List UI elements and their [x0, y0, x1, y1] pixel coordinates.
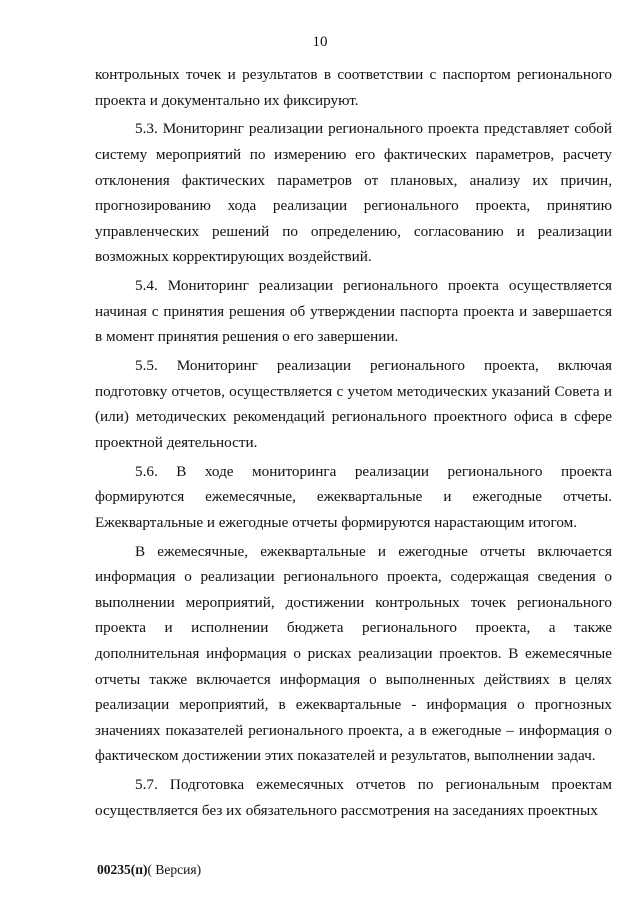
paragraph-reports: В ежемесячные, ежеквартальные и ежегодные отчеты включается информация о реализации регионального проекта, содержащая сведения о выполнении мероприятий, достижении контрольных точек регионального проекта и исполнении бюджета регионального проекта, а также дополнительная информация о рисках реализации проектов. В ежемесячные отчеты также включается информация о выполненных действиях в целях реализации мероприятий, в ежеквартальные - информация о прогнозных значениях показателей регионального проекта, а в ежегодные – информация о фактическом достижении этих показателей и результатов, выполнении задач. [95, 542, 612, 765]
paragraph-5-4: 5.4. Мониторинг реализации регионального проекта осуществляется начиная с принятия решения об утверждении паспорта проекта и завершается в момент принятия решения о его завершении. [95, 277, 612, 346]
document-code: 00235(п) [97, 862, 148, 877]
document-footer [97, 862, 201, 878]
paragraph-5-5: 5.5. Мониторинг реализации регионального проекта, включая подготовку отчетов, осуществляется с учетом методических указаний Совета и (или) методических рекомендаций регионального проектного офиса в сфере проектной деятельности. [95, 357, 612, 451]
document-body [95, 62, 612, 827]
paragraph-5-7: 5.7. Подготовка ежемесячных отчетов по региональным проектам осуществляется без их обязательного рассмотрения на заседаниях проектных [95, 776, 612, 819]
document-version: ( Версия) [147, 862, 202, 877]
page-number: 10 [312, 34, 328, 50]
paragraph-continuation: контрольных точек и результатов в соответствии с паспортом регионального проекта и документально их фиксируют. [95, 66, 612, 109]
paragraph-5-6: 5.6. В ходе мониторинга реализации регионального проекта формируются ежемесячные, ежеквартальные и ежегодные отчеты. Ежеквартальные и ежегодные отчеты формируются нарастающим итогом. [95, 462, 612, 531]
paragraph-5-3: 5.3. Мониторинг реализации регионального проекта представляет собой систему мероприятий по измерению его фактических параметров, расчету отклонения фактических параметров от плановых, анализу их причин, прогнозированию хода реализации регионального проекта, принятию управленческих решений по определению, согласованию и реализации возможных корректирующих воздействий. [95, 120, 612, 266]
